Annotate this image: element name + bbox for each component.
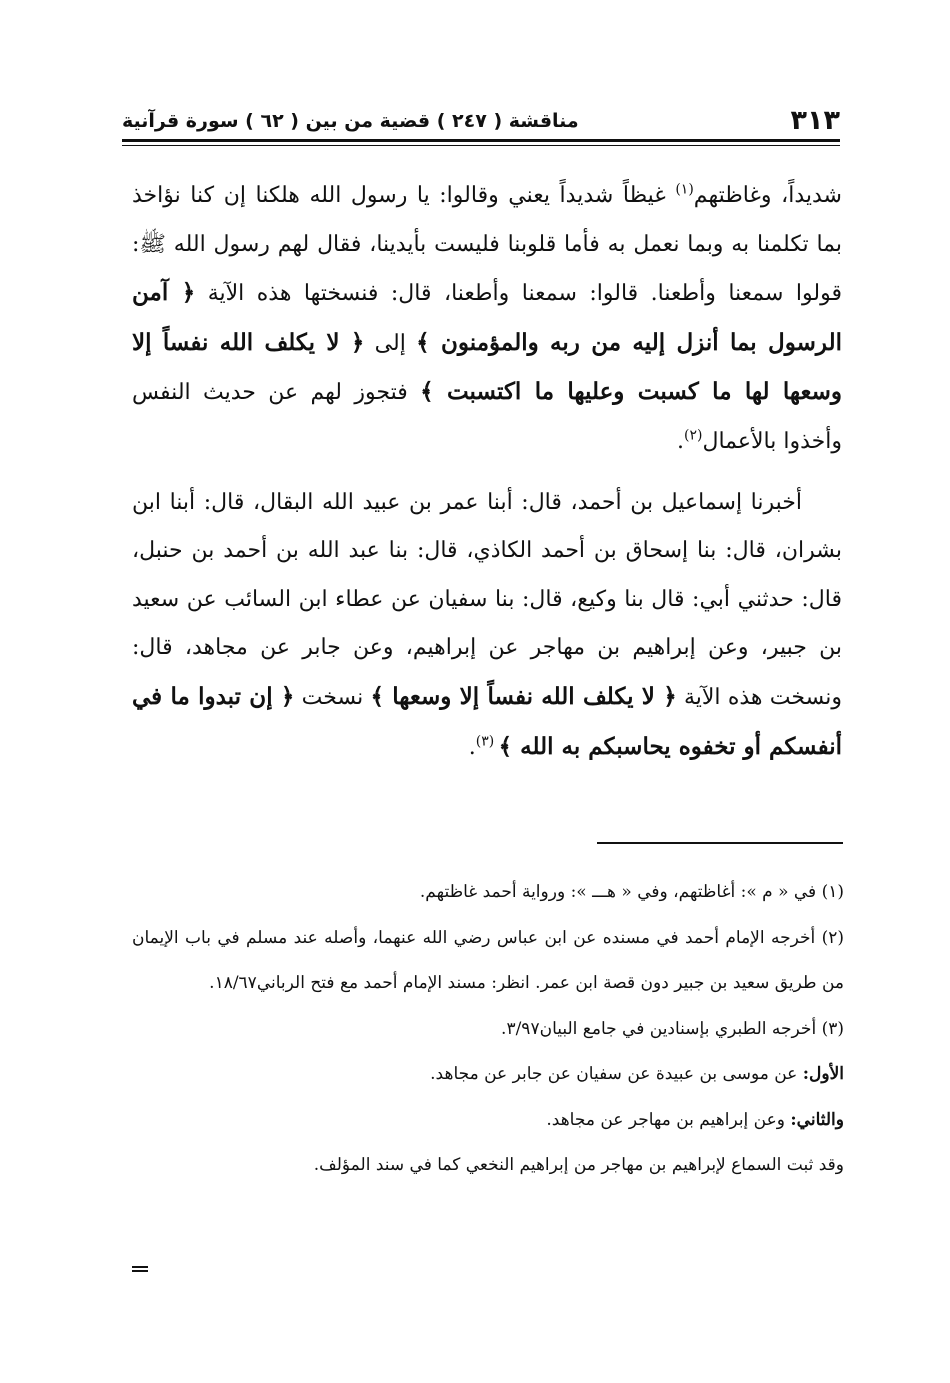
quran-verse-4: ﴿ إن تبدوا ما في أنفسكم أو تخفوه يحاسبكم به الله ﴾ — [132, 682, 842, 760]
quran-verse-3: ﴿ لا يكلف الله نفساً إلا وسعها ﴾ — [370, 682, 677, 710]
footnote-separator — [597, 842, 843, 844]
header-rule-thin — [122, 145, 840, 146]
p1-text-2: غيظاً شديداً يعني وقالوا: يا رسول الله هلكنا إن كنا نؤاخذ بما تكلمنا به وبما نعمل به فأما قلوبنا فليست بأيدينا، فقال لهم رسول الله ﷺ: قولوا سمعنا وأطعنا. قالوا: سمعنا وأطعنا، قال: فنسختها هذه الآية — [132, 183, 842, 307]
main-text — [132, 172, 842, 772]
page-number: ٣١٣ — [790, 105, 840, 136]
paragraph-2 — [132, 479, 842, 773]
footnote-last-line: وقد ثبت السماع لإبراهيم بن مهاجر من إبراهيم النخعي كما في سند المؤلف. — [313, 1155, 844, 1175]
footnote-3: (٣) أخرجه الطبري بإسنادين في جامع البيان٣/٩٧. — [501, 1018, 844, 1039]
p2-text-1: أخبرنا إسماعيل بن أحمد، قال: أبنا عمر بن عبيد الله البقال، قال: أبنا ابن بشران، قال: بنا إسحاق بن أحمد الكاذي، قال: بنا عبد الله بن أحمد بن حنبل، قال: حدثني أبي: قال بنا وكيع، قال: بنا سفيان عن عطاء ابن السائب عن سعيد بن جبير، وعن إبراهيم بن مهاجر عن إبراهيم، وعن جابر عن مجاهد، قال: ونسخت هذه الآية — [132, 489, 842, 710]
page-header — [122, 106, 840, 136]
p1-text-4: فتجوز لهم عن حديث النفس وأخذوا بالأعمال — [132, 380, 842, 454]
p1-text-5: . — [677, 428, 684, 454]
footnote-1: (١) في « م »: أغاظتهم، وفي « هـــ »: ورواية أحمد غاظتهم. — [419, 882, 844, 902]
paragraph-1 — [132, 172, 842, 467]
second-chain-label: والثاني: — [790, 1109, 844, 1130]
first-chain-text: عن موسى بن عبيدة عن سفيان عن جابر عن مجاهد. — [430, 1064, 803, 1084]
p1-text-3: إلى — [364, 330, 417, 356]
second-chain-text: وعن إبراهيم بن مهاجر عن مجاهد. — [546, 1109, 791, 1130]
p2-text-3: . — [468, 734, 476, 760]
footnotes — [132, 870, 844, 1189]
p1-text-1: شديداً، وغاظتهم — [693, 183, 842, 208]
header-rule-thick — [122, 139, 840, 142]
quran-verse-2: ﴿ لا يكلف الله نفساً إلا وسعها لها ما كسبت وعليها ما اكتسبت ﴾ — [132, 328, 842, 406]
quran-verse-1: ﴿ آمن الرسول بما أنزل إليه من ربه والمؤمنون ﴾ — [132, 279, 843, 356]
footnote-first-chain — [132, 1052, 844, 1098]
footnote-second-chain — [132, 1098, 844, 1144]
footnote-ref-2: (٢) — [684, 427, 703, 444]
p2-text-2: نسخت — [294, 684, 371, 710]
continuation-mark — [132, 1266, 148, 1272]
footnote-2: (٢) أخرجه الإمام أحمد في مسنده عن ابن عباس رضي الله عنهما، وأصله عند مسلم في باب الإيمان من طريق سعيد بن جبير دون قصة ابن عمر. انظر: مسند الإمام أحمد مع فتح الرباني١٨/٦٧. — [132, 927, 844, 993]
running-title: مناقشة ( ٢٤٧ ) قضية من بين ( ٦٢ ) سورة قرآنية — [122, 110, 579, 132]
first-chain-label: الأول: — [802, 1064, 844, 1084]
footnote-ref-3: (٣) — [475, 733, 499, 750]
footnote-ref-1: (١) — [675, 181, 694, 198]
